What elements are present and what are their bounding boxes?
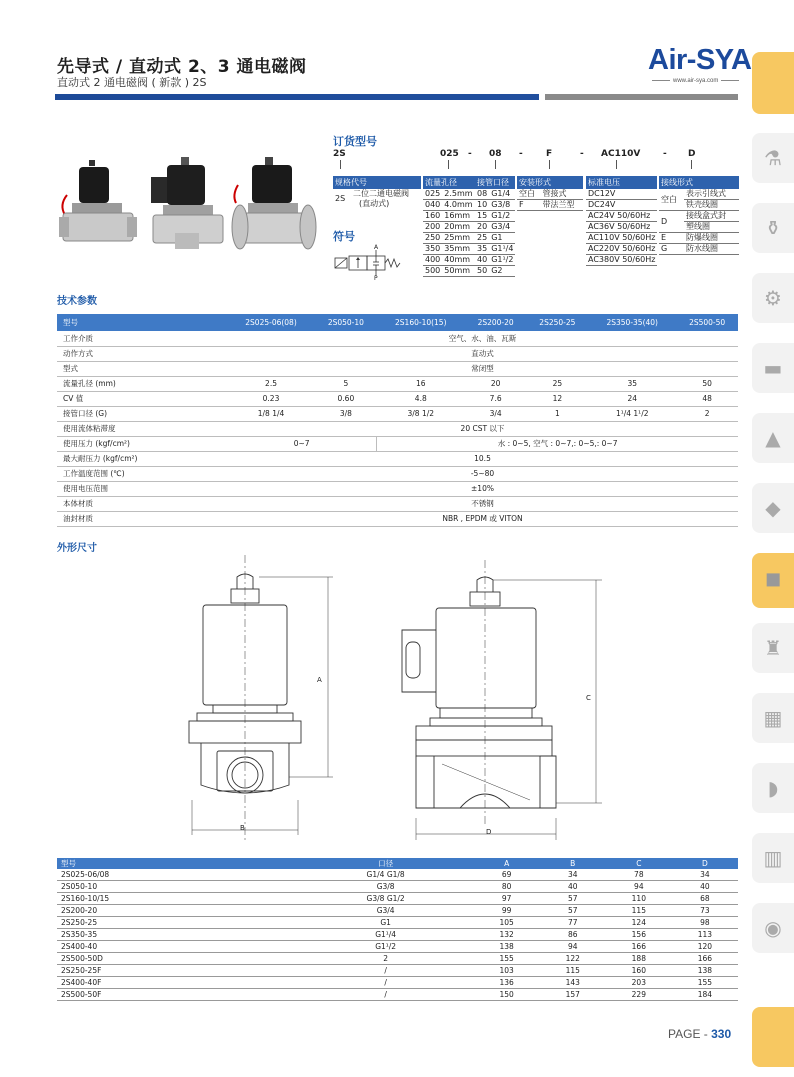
dims-cell: 155 bbox=[672, 977, 738, 989]
wiring-code: D bbox=[659, 211, 684, 233]
specs-value: 水 : 0~5, 空气 : 0~7,: 0~5,: 0~7 bbox=[377, 436, 738, 451]
dims-cell: 80 bbox=[474, 881, 540, 893]
dims-cell: 124 bbox=[606, 917, 672, 929]
dims-cell: 2S200-20 bbox=[57, 905, 298, 917]
orifice-code: 250 bbox=[425, 233, 441, 242]
page-label: PAGE - bbox=[668, 1027, 712, 1041]
valve-symbol bbox=[333, 244, 413, 284]
manifold-icon: ▦ bbox=[763, 706, 783, 730]
install-header: 安装形式 bbox=[517, 176, 583, 189]
orifice-code: 200 bbox=[425, 222, 441, 231]
specs-value: 常闭型 bbox=[227, 361, 738, 376]
code-tick bbox=[448, 160, 449, 169]
side-tab-gun[interactable] bbox=[752, 343, 794, 393]
order-port-table bbox=[475, 176, 515, 277]
order-title: 订货型号 bbox=[333, 135, 377, 148]
dims-cell: 115 bbox=[540, 965, 606, 977]
valve-icon: ◆ bbox=[765, 496, 781, 520]
specs-row bbox=[57, 376, 738, 391]
order-voltage-table bbox=[586, 176, 657, 266]
dims-cell: 94 bbox=[606, 881, 672, 893]
specs-value: 10.5 bbox=[227, 451, 738, 466]
dims-cell: G3/4 bbox=[298, 905, 474, 917]
specs-row bbox=[57, 361, 738, 376]
dims-header-cell: 口径 bbox=[298, 858, 474, 869]
code-tick bbox=[691, 160, 692, 169]
dims-cell: 94 bbox=[540, 941, 606, 953]
specs-value: 2 bbox=[676, 406, 738, 421]
wiring-code: E bbox=[659, 233, 684, 244]
front-view-drawing bbox=[175, 555, 345, 845]
dims-cell: G1/4 G1/8 bbox=[298, 869, 474, 881]
specs-value: 20 bbox=[465, 376, 527, 391]
dims-header-cell: B bbox=[540, 858, 606, 869]
dims-cell: G1¹/4 bbox=[298, 929, 474, 941]
wiring-type: 塑线圈 bbox=[684, 222, 739, 233]
dims-cell: 156 bbox=[606, 929, 672, 941]
spec-code: 2S bbox=[335, 194, 346, 203]
specs-value: 1/8 1/4 bbox=[227, 406, 315, 421]
dims-cell: 184 bbox=[672, 989, 738, 1001]
dims-cell: 166 bbox=[672, 953, 738, 965]
dim-label-b: B bbox=[240, 824, 245, 832]
dims-cell: 115 bbox=[606, 905, 672, 917]
dims-cell: / bbox=[298, 977, 474, 989]
lubricator-icon: ⚱ bbox=[764, 216, 782, 240]
voltage-option: AC380V 50/60Hz bbox=[588, 255, 656, 264]
port-code: 40 bbox=[477, 255, 488, 264]
voltage-header: 标准电压 bbox=[586, 176, 657, 189]
specs-header-cell: 2S250-25 bbox=[527, 314, 589, 331]
dims-cell: 57 bbox=[540, 893, 606, 905]
order-spec-code bbox=[333, 176, 421, 209]
side-view-drawing bbox=[380, 560, 610, 850]
port-code: 50 bbox=[477, 266, 488, 275]
voltage-option: AC24V 50/60Hz bbox=[586, 211, 657, 222]
dims-cell: 155 bbox=[474, 953, 540, 965]
specs-header-cell: 2S350-35(40) bbox=[588, 314, 676, 331]
wiring-code: G bbox=[659, 244, 684, 255]
pneumatic-icon: ♜ bbox=[764, 636, 782, 660]
dims-cell: 188 bbox=[606, 953, 672, 965]
specs-row bbox=[57, 391, 738, 406]
orifice-size: 35mm bbox=[442, 244, 474, 255]
specs-row-label: 型式 bbox=[57, 361, 227, 376]
specs-row-label: 使用压力 (kgf/cm²) bbox=[57, 436, 227, 451]
wiring-type: 防爆线圈 bbox=[684, 233, 739, 244]
dims-cell: 2S250-25F bbox=[57, 965, 298, 977]
port-size: G1¹/2 bbox=[491, 255, 514, 264]
dims-cell: 103 bbox=[474, 965, 540, 977]
specs-row bbox=[57, 331, 738, 346]
side-tab-pneumatic[interactable] bbox=[752, 623, 794, 673]
gun-icon: ▬ bbox=[763, 356, 783, 380]
side-tab-lubricator[interactable] bbox=[752, 203, 794, 253]
specs-row-label: 本体材质 bbox=[57, 496, 227, 511]
dim-label-d: D bbox=[486, 828, 492, 836]
specs-row bbox=[57, 406, 738, 421]
port-code: 35 bbox=[477, 244, 488, 253]
dims-cell: G1 bbox=[298, 917, 474, 929]
specs-value: 3/8 bbox=[315, 406, 377, 421]
product-image-small bbox=[57, 155, 142, 260]
side-tab-valve[interactable] bbox=[752, 483, 794, 533]
specs-row bbox=[57, 466, 738, 481]
specs-value: 7.6 bbox=[465, 391, 527, 406]
dims-row bbox=[57, 965, 738, 977]
specs-row-label: CV 值 bbox=[57, 391, 227, 406]
side-tab-elbow[interactable] bbox=[752, 763, 794, 813]
specs-value: 0.23 bbox=[227, 391, 315, 406]
orifice-code: 350 bbox=[425, 244, 441, 253]
dims-cell: 138 bbox=[474, 941, 540, 953]
specs-row-label: 最大耐压力 (kgf/cm²) bbox=[57, 451, 227, 466]
specs-title: 技术参数 bbox=[57, 296, 97, 307]
page-title: 先导式 / 直动式 2、3 通电磁阀 bbox=[57, 57, 307, 77]
code-wiring: D bbox=[688, 149, 696, 159]
specs-value: -5~80 bbox=[227, 466, 738, 481]
code-install: F bbox=[546, 149, 553, 159]
dims-cell: 2S500-50F bbox=[57, 989, 298, 1001]
specs-value: 1¹/4 1¹/2 bbox=[588, 406, 676, 421]
specs-row-label: 流量孔径 (mm) bbox=[57, 376, 227, 391]
filter-icon: ⚗ bbox=[764, 146, 782, 170]
fitting-icon: ⚙ bbox=[764, 286, 782, 310]
specs-header-row bbox=[57, 314, 738, 331]
specs-row bbox=[57, 421, 738, 436]
symbol-title: 符号 bbox=[333, 230, 355, 243]
dims-cell: 40 bbox=[672, 881, 738, 893]
specs-value: 0~7 bbox=[227, 436, 377, 451]
dims-cell: 73 bbox=[672, 905, 738, 917]
port-code: 10 bbox=[477, 200, 488, 209]
specs-value: 3/8 1/2 bbox=[377, 406, 465, 421]
dims-cell: 150 bbox=[474, 989, 540, 1001]
dims-header-cell: A bbox=[474, 858, 540, 869]
dims-row bbox=[57, 929, 738, 941]
code-tick bbox=[549, 160, 550, 169]
dims-cell: 86 bbox=[540, 929, 606, 941]
side-tab-top[interactable] bbox=[752, 52, 794, 114]
specs-row-label: 使用流体粘滞度 bbox=[57, 421, 227, 436]
dims-cell: 110 bbox=[606, 893, 672, 905]
wiring-code: 空白 bbox=[659, 189, 684, 211]
dims-cell: 2S025-06/08 bbox=[57, 869, 298, 881]
dims-cell: 132 bbox=[474, 929, 540, 941]
dims-cell: 34 bbox=[540, 869, 606, 881]
side-tab-silencer[interactable] bbox=[752, 833, 794, 883]
dims-cell: 2S160-10/15 bbox=[57, 893, 298, 905]
specs-row bbox=[57, 481, 738, 496]
elbow-icon: ◗ bbox=[767, 776, 779, 800]
specs-header-cell: 2S025-06(08) bbox=[227, 314, 315, 331]
dims-header-row bbox=[57, 858, 738, 869]
silencer-icon: ▥ bbox=[763, 846, 783, 870]
specs-value: 25 bbox=[527, 376, 589, 391]
port-header: 接管口径 bbox=[475, 176, 515, 189]
dims-cell: 34 bbox=[672, 869, 738, 881]
dims-cell: 160 bbox=[606, 965, 672, 977]
specs-value: 5 bbox=[315, 376, 377, 391]
order-install-table bbox=[517, 176, 583, 211]
specs-value: 48 bbox=[676, 391, 738, 406]
install-code: 空白 bbox=[517, 189, 541, 200]
dims-cell: 113 bbox=[672, 929, 738, 941]
install-type: 管接式 bbox=[541, 189, 583, 200]
dims-cell: 2 bbox=[298, 953, 474, 965]
specs-value: 直动式 bbox=[227, 346, 738, 361]
dims-row bbox=[57, 941, 738, 953]
page-subtitle: 直动式 2 通电磁阀 ( 新款 ) 2S bbox=[57, 76, 207, 89]
orifice-size: 40mm bbox=[442, 255, 474, 266]
cylinder-icon: ▲ bbox=[765, 426, 781, 450]
port-size: G1/2 bbox=[489, 211, 515, 222]
dims-row bbox=[57, 869, 738, 881]
wiring-type: 接线盒式封 bbox=[684, 211, 739, 222]
dims-row bbox=[57, 953, 738, 965]
specs-row bbox=[57, 511, 738, 526]
orifice-size: 50mm bbox=[442, 266, 474, 277]
port-size: G3/8 bbox=[489, 200, 515, 211]
specs-value: 4.8 bbox=[377, 391, 465, 406]
dims-cell: 157 bbox=[540, 989, 606, 1001]
orifice-size: 16mm bbox=[442, 211, 474, 222]
orifice-size: 4.0mm bbox=[444, 200, 473, 209]
side-tab-solenoid[interactable] bbox=[752, 553, 794, 608]
specs-header-cell: 2S500-50 bbox=[676, 314, 738, 331]
dims-cell: 229 bbox=[606, 989, 672, 1001]
dims-cell: 68 bbox=[672, 893, 738, 905]
dims-cell: 97 bbox=[474, 893, 540, 905]
dims-row bbox=[57, 977, 738, 989]
side-tab-fitting[interactable] bbox=[752, 273, 794, 323]
dims-cell: 120 bbox=[672, 941, 738, 953]
install-type: 带法兰型 bbox=[541, 200, 583, 211]
dims-cell: 78 bbox=[606, 869, 672, 881]
dims-cell: G3/8 bbox=[298, 881, 474, 893]
spec-code-header: 规格代号 bbox=[333, 176, 421, 189]
specs-row-label: 油封材质 bbox=[57, 511, 227, 526]
dims-header-cell: 型号 bbox=[57, 858, 298, 869]
dims-cell: 143 bbox=[540, 977, 606, 989]
port-size: G2 bbox=[489, 266, 515, 277]
specs-row bbox=[57, 436, 738, 451]
specs-value: 12 bbox=[527, 391, 589, 406]
dims-row bbox=[57, 989, 738, 1001]
solenoid-icon: ◼ bbox=[764, 566, 782, 590]
install-code: F bbox=[517, 200, 541, 211]
voltage-option: AC36V 50/60Hz bbox=[586, 222, 657, 233]
specs-header-cell: 2S200-20 bbox=[465, 314, 527, 331]
dims-cell: 2S400-40F bbox=[57, 977, 298, 989]
specs-value: 不锈钢 bbox=[227, 496, 738, 511]
code-tick bbox=[340, 160, 341, 169]
dims-cell: 2S500-50D bbox=[57, 953, 298, 965]
dims-cell: 69 bbox=[474, 869, 540, 881]
code-dash: - bbox=[519, 149, 523, 159]
specs-value: 0.60 bbox=[315, 391, 377, 406]
dims-cell: 98 bbox=[672, 917, 738, 929]
specs-value: 16 bbox=[377, 376, 465, 391]
dims-table bbox=[57, 858, 738, 1001]
product-image-flange bbox=[230, 155, 320, 260]
wiring-type: 防水线圈 bbox=[684, 244, 739, 255]
port-size: G1¹/4 bbox=[491, 244, 514, 253]
brand-url: www.air-sya.com bbox=[652, 78, 739, 84]
wiring-header: 接线形式 bbox=[659, 176, 739, 189]
code-tick bbox=[616, 160, 617, 169]
brand-logo: Air-SYA bbox=[648, 44, 752, 76]
specs-value: NBR , EPDM 或 VITON bbox=[227, 511, 738, 526]
page-number: 330 bbox=[711, 1027, 732, 1041]
port-code: 20 bbox=[477, 222, 488, 231]
dims-header-cell: C bbox=[606, 858, 672, 869]
port-size: G3/4 bbox=[489, 222, 515, 233]
code-voltage: AC110V bbox=[601, 149, 641, 159]
specs-value: 1 bbox=[527, 406, 589, 421]
port-code: 15 bbox=[477, 211, 488, 220]
specs-value: ±10% bbox=[227, 481, 738, 496]
order-orifice-table bbox=[423, 176, 475, 277]
wiring-type: 表示引线式 bbox=[684, 189, 739, 200]
specs-value: 24 bbox=[588, 391, 676, 406]
specs-value: 2.5 bbox=[227, 376, 315, 391]
dim-label-a: A bbox=[317, 676, 322, 684]
voltage-option: AC110V 50/60Hz bbox=[588, 233, 656, 242]
dims-cell: 40 bbox=[540, 881, 606, 893]
code-dash: - bbox=[663, 149, 667, 159]
orifice-code: 025 bbox=[425, 189, 441, 198]
dims-cell: 166 bbox=[606, 941, 672, 953]
spec-code-desc: (直动式) bbox=[359, 199, 390, 208]
product-image-medium bbox=[145, 155, 227, 260]
orifice-size: 25mm bbox=[442, 233, 474, 244]
specs-header-cell: 2S160-10(15) bbox=[377, 314, 465, 331]
side-tab-bottom[interactable] bbox=[752, 1007, 794, 1067]
specs-value: 20 CST 以下 bbox=[227, 421, 738, 436]
code-dash: - bbox=[468, 149, 472, 159]
dims-cell: 136 bbox=[474, 977, 540, 989]
dims-cell: 105 bbox=[474, 917, 540, 929]
dims-cell: 2S250-25 bbox=[57, 917, 298, 929]
dims-cell: 57 bbox=[540, 905, 606, 917]
specs-row-label: 接管口径 (G) bbox=[57, 406, 227, 421]
side-tab-pump[interactable] bbox=[752, 903, 794, 953]
code-orifice: 025 bbox=[440, 149, 459, 159]
dim-label-c: C bbox=[586, 694, 591, 702]
dims-row bbox=[57, 881, 738, 893]
specs-value: 50 bbox=[676, 376, 738, 391]
orifice-code: 040 bbox=[425, 200, 441, 209]
voltage-option: DC12V bbox=[586, 189, 657, 200]
orifice-size: 20mm bbox=[442, 222, 474, 233]
port-code: 25 bbox=[477, 233, 488, 242]
dims-table-body bbox=[57, 869, 738, 1001]
port-code: 08 bbox=[477, 189, 488, 198]
pump-icon: ◉ bbox=[764, 916, 782, 940]
dims-title: 外形尺寸 bbox=[57, 543, 97, 554]
spec-code-desc: 二位二通电磁阀 bbox=[353, 189, 409, 198]
dims-cell: 99 bbox=[474, 905, 540, 917]
dims-cell: G1¹/2 bbox=[298, 941, 474, 953]
symbol-label-p: P bbox=[374, 275, 378, 282]
specs-value: 空气、水、油、瓦斯 bbox=[227, 331, 738, 346]
dims-cell: 2S050-10 bbox=[57, 881, 298, 893]
orifice-code: 500 bbox=[425, 266, 441, 275]
dims-cell: 138 bbox=[672, 965, 738, 977]
specs-value: 3/4 bbox=[465, 406, 527, 421]
specs-header-cell: 型号 bbox=[57, 314, 227, 331]
orifice-header: 流量孔径 bbox=[423, 176, 475, 189]
voltage-option: DC24V bbox=[586, 200, 657, 211]
dims-cell: 77 bbox=[540, 917, 606, 929]
dims-cell: 2S400-40 bbox=[57, 941, 298, 953]
page-footer bbox=[668, 1027, 731, 1041]
side-tab-manifold[interactable] bbox=[752, 693, 794, 743]
dims-cell: 203 bbox=[606, 977, 672, 989]
specs-value: 35 bbox=[588, 376, 676, 391]
specs-row-label: 使用电压范围 bbox=[57, 481, 227, 496]
orifice-size: 2.5mm bbox=[444, 189, 473, 198]
side-tab-cylinder[interactable] bbox=[752, 413, 794, 463]
specs-header-cell: 2S050-10 bbox=[315, 314, 377, 331]
dims-cell: 122 bbox=[540, 953, 606, 965]
dims-row bbox=[57, 905, 738, 917]
orifice-code: 400 bbox=[425, 255, 441, 264]
order-wiring-table bbox=[659, 176, 739, 255]
orifice-code: 160 bbox=[425, 211, 441, 220]
dims-cell: / bbox=[298, 989, 474, 1001]
code-dash: - bbox=[580, 149, 584, 159]
code-tick bbox=[495, 160, 496, 169]
port-size: G1/4 bbox=[489, 189, 515, 200]
dims-cell: / bbox=[298, 965, 474, 977]
header-bar-gray bbox=[545, 94, 738, 100]
dims-cell: 2S350-35 bbox=[57, 929, 298, 941]
specs-row-label: 工作介质 bbox=[57, 331, 227, 346]
port-size: G1 bbox=[489, 233, 515, 244]
specs-row-label: 工作温度范围 (℃) bbox=[57, 466, 227, 481]
dims-row bbox=[57, 893, 738, 905]
specs-row bbox=[57, 496, 738, 511]
specs-row bbox=[57, 346, 738, 361]
wiring-type: 铁壳线圈 bbox=[684, 200, 739, 211]
specs-table bbox=[57, 314, 738, 527]
symbol-label-a: A bbox=[374, 244, 379, 251]
side-tab-filter[interactable] bbox=[752, 133, 794, 183]
code-port: 08 bbox=[489, 149, 502, 159]
code-series: 2S bbox=[333, 149, 346, 159]
specs-row bbox=[57, 451, 738, 466]
dims-header-cell: D bbox=[672, 858, 738, 869]
dims-row bbox=[57, 917, 738, 929]
header-bar-blue bbox=[55, 94, 539, 100]
specs-row-label: 动作方式 bbox=[57, 346, 227, 361]
voltage-option: AC220V 50/60Hz bbox=[588, 244, 656, 253]
dims-cell: G3/8 G1/2 bbox=[298, 893, 474, 905]
